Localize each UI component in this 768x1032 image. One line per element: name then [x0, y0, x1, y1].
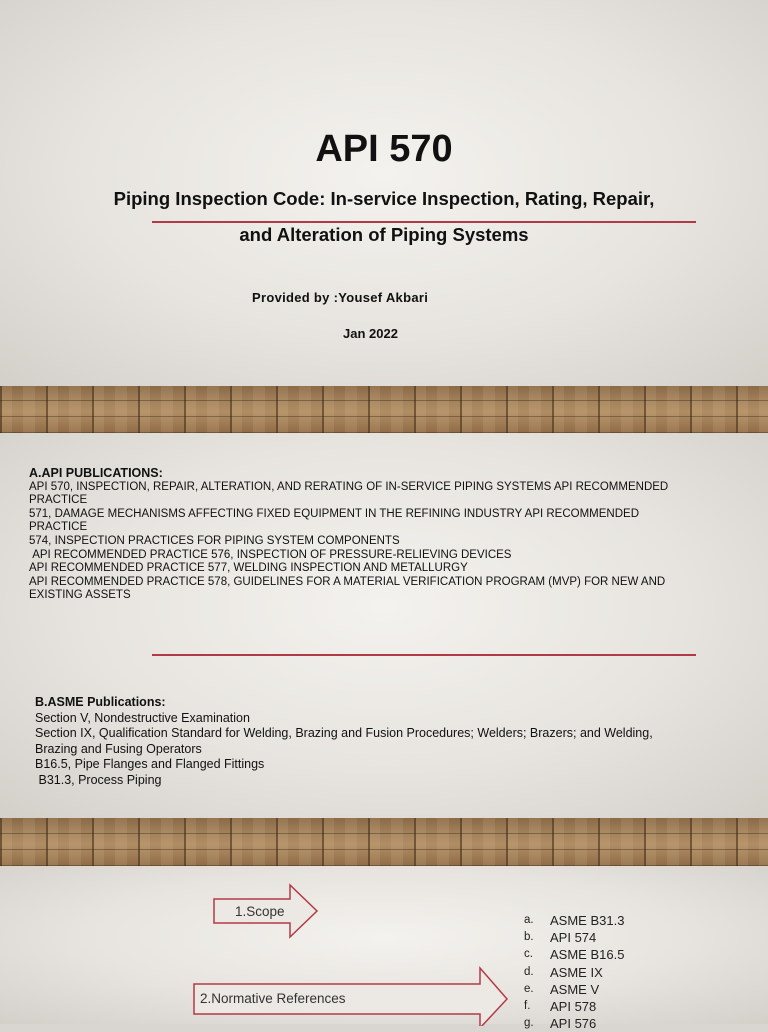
- list-letter: b.: [524, 931, 534, 944]
- slide-title: API 570: [315, 128, 453, 170]
- wood-floor-divider: [0, 818, 768, 866]
- list-letter: d.: [524, 965, 534, 978]
- section-b-line: Section IX, Qualification Standard for Welding, Brazing and Fusion Procedures; Welders; Brazers; and Welding,: [35, 726, 653, 741]
- list-text: API 578: [550, 999, 597, 1015]
- list-text: ASME B16.5: [550, 947, 625, 963]
- section-a-line: PRACTICE: [29, 521, 88, 534]
- section-a-line: EXISTING ASSETS: [29, 589, 131, 602]
- slide-subtitle-line1: Piping Inspection Code: In-service Inspection, Rating, Repair,: [113, 188, 655, 209]
- list-letter: e.: [524, 982, 534, 995]
- section-a-line: 574, INSPECTION PRACTICES FOR PIPING SYSTEM COMPONENTS: [29, 534, 400, 547]
- list-text: API 574: [550, 930, 597, 946]
- section-b-line: Section V, Nondestructive Examination: [35, 710, 250, 725]
- slide-subtitle-line2: and Alteration of Piping Systems: [239, 224, 529, 245]
- section-a-heading: A.API PUBLICATIONS:: [29, 466, 163, 480]
- section-a-line: 571, DAMAGE MECHANISMS AFFECTING FIXED EQUIPMENT IN THE REFINING INDUSTRY API RECOMMENDED: [29, 507, 640, 520]
- list-item: [524, 964, 624, 981]
- section-a-line: PRACTICE: [29, 494, 88, 507]
- section-a-line: API RECOMMENDED PRACTICE 576, INSPECTION OF PRESSURE-RELIEVING DEVICES: [29, 548, 512, 561]
- author-credit: Provided by :Yousef Akbari: [252, 290, 429, 305]
- section-b-line: B16.5, Pipe Flanges and Flanged Fittings: [35, 757, 265, 772]
- references-list: [524, 912, 624, 1032]
- list-item: [524, 929, 624, 946]
- api-publications-section: [29, 467, 729, 603]
- list-letter: c.: [524, 948, 533, 961]
- list-letter: a.: [524, 914, 534, 926]
- section-b-line: B31.3, Process Piping: [35, 772, 162, 787]
- list-text: ASME V: [550, 981, 600, 997]
- wood-floor-divider: [0, 386, 768, 433]
- title-slide: [0, 0, 768, 386]
- list-item: [524, 912, 624, 929]
- slide-date: Jan 2022: [343, 326, 398, 341]
- divider-line: [152, 221, 696, 223]
- section-a-line: API RECOMMENDED PRACTICE 577, WELDING INSPECTION AND METALLURGY: [29, 562, 468, 575]
- list-text: API 576: [550, 1016, 597, 1032]
- normative-references-arrow-label: 2.Normative References: [200, 991, 346, 1006]
- section-a-line: API 570, INSPECTION, REPAIR, ALTERATION, AND RERATING OF IN-SERVICE PIPING SYSTEMS API RECOMMENDED: [29, 480, 669, 493]
- list-item: [524, 998, 624, 1015]
- scope-arrow-label: 1.Scope: [235, 904, 285, 919]
- list-letter: f.: [524, 1000, 531, 1013]
- divider-line: [152, 654, 696, 656]
- list-item: [524, 946, 624, 963]
- section-b-heading: B.ASME Publications:: [35, 695, 166, 709]
- section-a-line: API RECOMMENDED PRACTICE 578, GUIDELINES FOR A MATERIAL VERIFICATION PROGRAM (MVP) FOR NEW AND: [29, 575, 666, 588]
- asme-publications-section: [35, 695, 735, 789]
- list-text: ASME B31.3: [550, 913, 625, 928]
- section-b-line: Brazing and Fusing Operators: [35, 741, 202, 756]
- list-letter: g.: [524, 1017, 534, 1030]
- list-text: ASME IX: [550, 964, 603, 980]
- list-item: [524, 981, 624, 998]
